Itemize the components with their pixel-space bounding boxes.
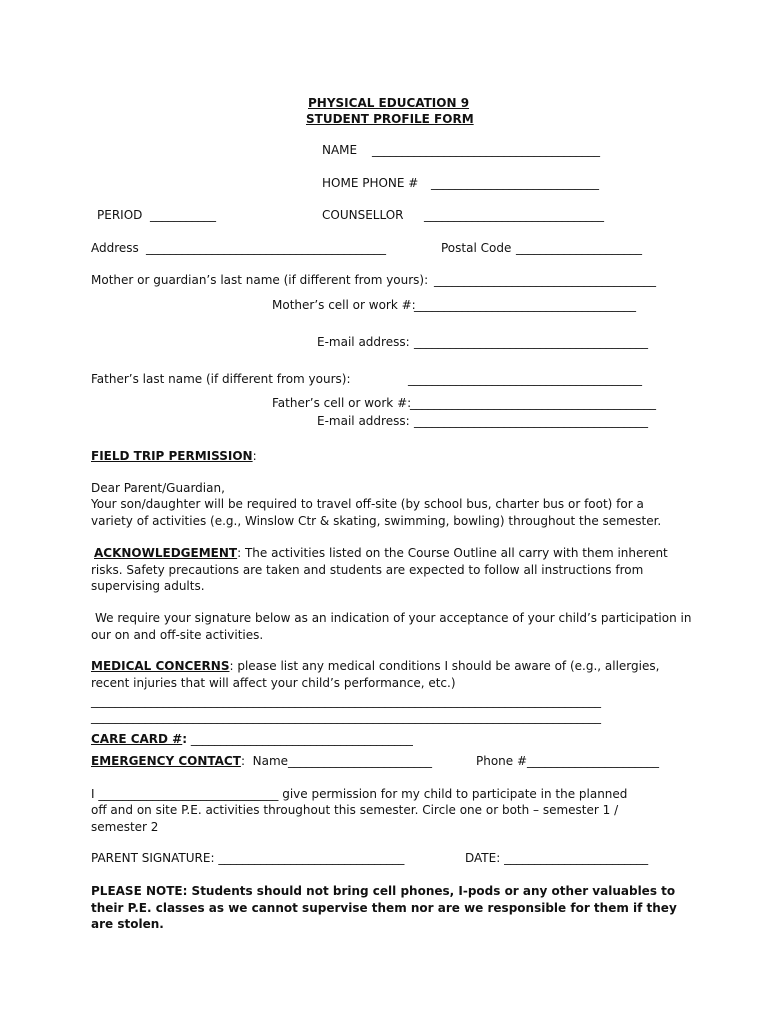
parent-signature-field[interactable]: _______________________________: [218, 851, 405, 865]
father-email-label: E-mail address:: [317, 414, 410, 428]
signature-paragraph: We require your signature below as an indication of your acceptance of your child’s participation in our on and off-site activities.: [91, 611, 692, 642]
acknowledgement-paragraph: [91, 545, 681, 595]
name-label: NAME: [322, 143, 358, 157]
parent-signature-line: [91, 850, 404, 866]
permission-text-2: off and on site P.E. activities throughout this semester. Circle one or both – semester 1 / semester 2: [91, 803, 619, 834]
father-email-field[interactable]: _______________________________________: [414, 414, 648, 428]
mother-email-field[interactable]: _______________________________________: [414, 335, 648, 349]
postal-code-field[interactable]: _____________________: [516, 241, 642, 255]
field-trip-colon: :: [252, 449, 257, 463]
emergency-contact-label: EMERGENCY CONTACT: [91, 754, 241, 768]
medical-paragraph: [91, 658, 681, 691]
mother-name-field[interactable]: _____________________________________: [434, 273, 656, 287]
please-note: PLEASE NOTE: Students should not bring cell phones, I-pods or any other valuables to their P.E. classes as we cannot supervise them nor are we responsible for them if they are stolen.: [91, 884, 677, 931]
field-trip-paragraph: Your son/daughter will be required to travel off-site (by school bus, charter bus or foot) for a variety of activities (e.g., Winslow Ctr & skating, swimming, bowling) throughout the semester.: [91, 497, 662, 528]
care-card-line: [91, 731, 413, 747]
permission-name-field[interactable]: ______________________________: [98, 787, 279, 801]
emergency-line: [91, 753, 432, 769]
home-phone-label: HOME PHONE #: [322, 176, 419, 190]
counsellor-field[interactable]: ______________________________: [424, 208, 604, 222]
emergency-name-label: : Name: [240, 754, 289, 768]
emergency-name-field[interactable]: ________________________: [288, 754, 433, 768]
form-title-line1: PHYSICAL EDUCATION 9: [308, 96, 470, 110]
permission-line: [91, 786, 627, 802]
father-name-field[interactable]: _______________________________________: [408, 372, 642, 386]
home-phone-field[interactable]: ____________________________: [431, 176, 599, 190]
date-field[interactable]: ________________________: [504, 851, 649, 865]
medical-heading: MEDICAL CONCERNS: [91, 659, 230, 673]
medical-text: : please list any medical conditions I should be aware of (e.g., allergies, recent injuries that will affect your child’s performance, etc.): [91, 659, 660, 690]
name-field[interactable]: ______________________________________: [372, 143, 600, 157]
father-cell-label: Father’s cell or work #:: [272, 396, 412, 410]
care-card-label: CARE CARD #: [91, 732, 183, 746]
father-name-label: Father’s last name (if different from yours):: [91, 372, 351, 386]
mother-name-label: Mother or guardian’s last name (if different from yours):: [91, 273, 429, 287]
address-label: Address: [91, 241, 139, 255]
date-label: DATE:: [465, 851, 501, 865]
field-trip-heading-line: [91, 448, 257, 464]
postal-code-label: Postal Code: [441, 241, 512, 255]
period-label: PERIOD: [97, 208, 143, 222]
care-card-field[interactable]: _____________________________________: [190, 732, 413, 746]
dear-line: Dear Parent/Guardian,: [91, 481, 225, 495]
acknowledgement-heading: ACKNOWLEDGEMENT: [94, 546, 238, 560]
mother-cell-field[interactable]: _____________________________________: [414, 298, 636, 312]
period-field[interactable]: ___________: [150, 208, 216, 222]
emergency-phone-label: Phone #: [476, 754, 528, 768]
emergency-phone-line: [476, 753, 659, 769]
acknowledgement-text: : The activities listed on the Course Outline all carry with them inherent risks. Safety precautions are taken and students are expected to follow all instructions from supervising adults.: [91, 546, 668, 593]
permission-i: I: [91, 787, 95, 801]
date-line: [465, 850, 648, 866]
parent-signature-label: PARENT SIGNATURE:: [91, 851, 215, 865]
counsellor-label: COUNSELLOR: [322, 208, 404, 222]
care-card-colon: :: [182, 732, 188, 746]
address-field[interactable]: ________________________________________: [146, 241, 386, 255]
mother-cell-label: Mother’s cell or work #:: [272, 298, 416, 312]
father-cell-field[interactable]: _________________________________________: [410, 396, 656, 410]
form-title-line2: STUDENT PROFILE FORM: [306, 112, 474, 126]
permission-text: give permission for my child to participate in the planned: [282, 787, 628, 801]
field-trip-heading: FIELD TRIP PERMISSION: [91, 449, 253, 463]
medical-line-1[interactable]: _____________________________________________________________________________________: [91, 694, 601, 708]
mother-email-label: E-mail address:: [317, 335, 410, 349]
emergency-phone-field[interactable]: ______________________: [527, 754, 660, 768]
medical-line-2[interactable]: _____________________________________________________________________________________: [91, 710, 601, 724]
